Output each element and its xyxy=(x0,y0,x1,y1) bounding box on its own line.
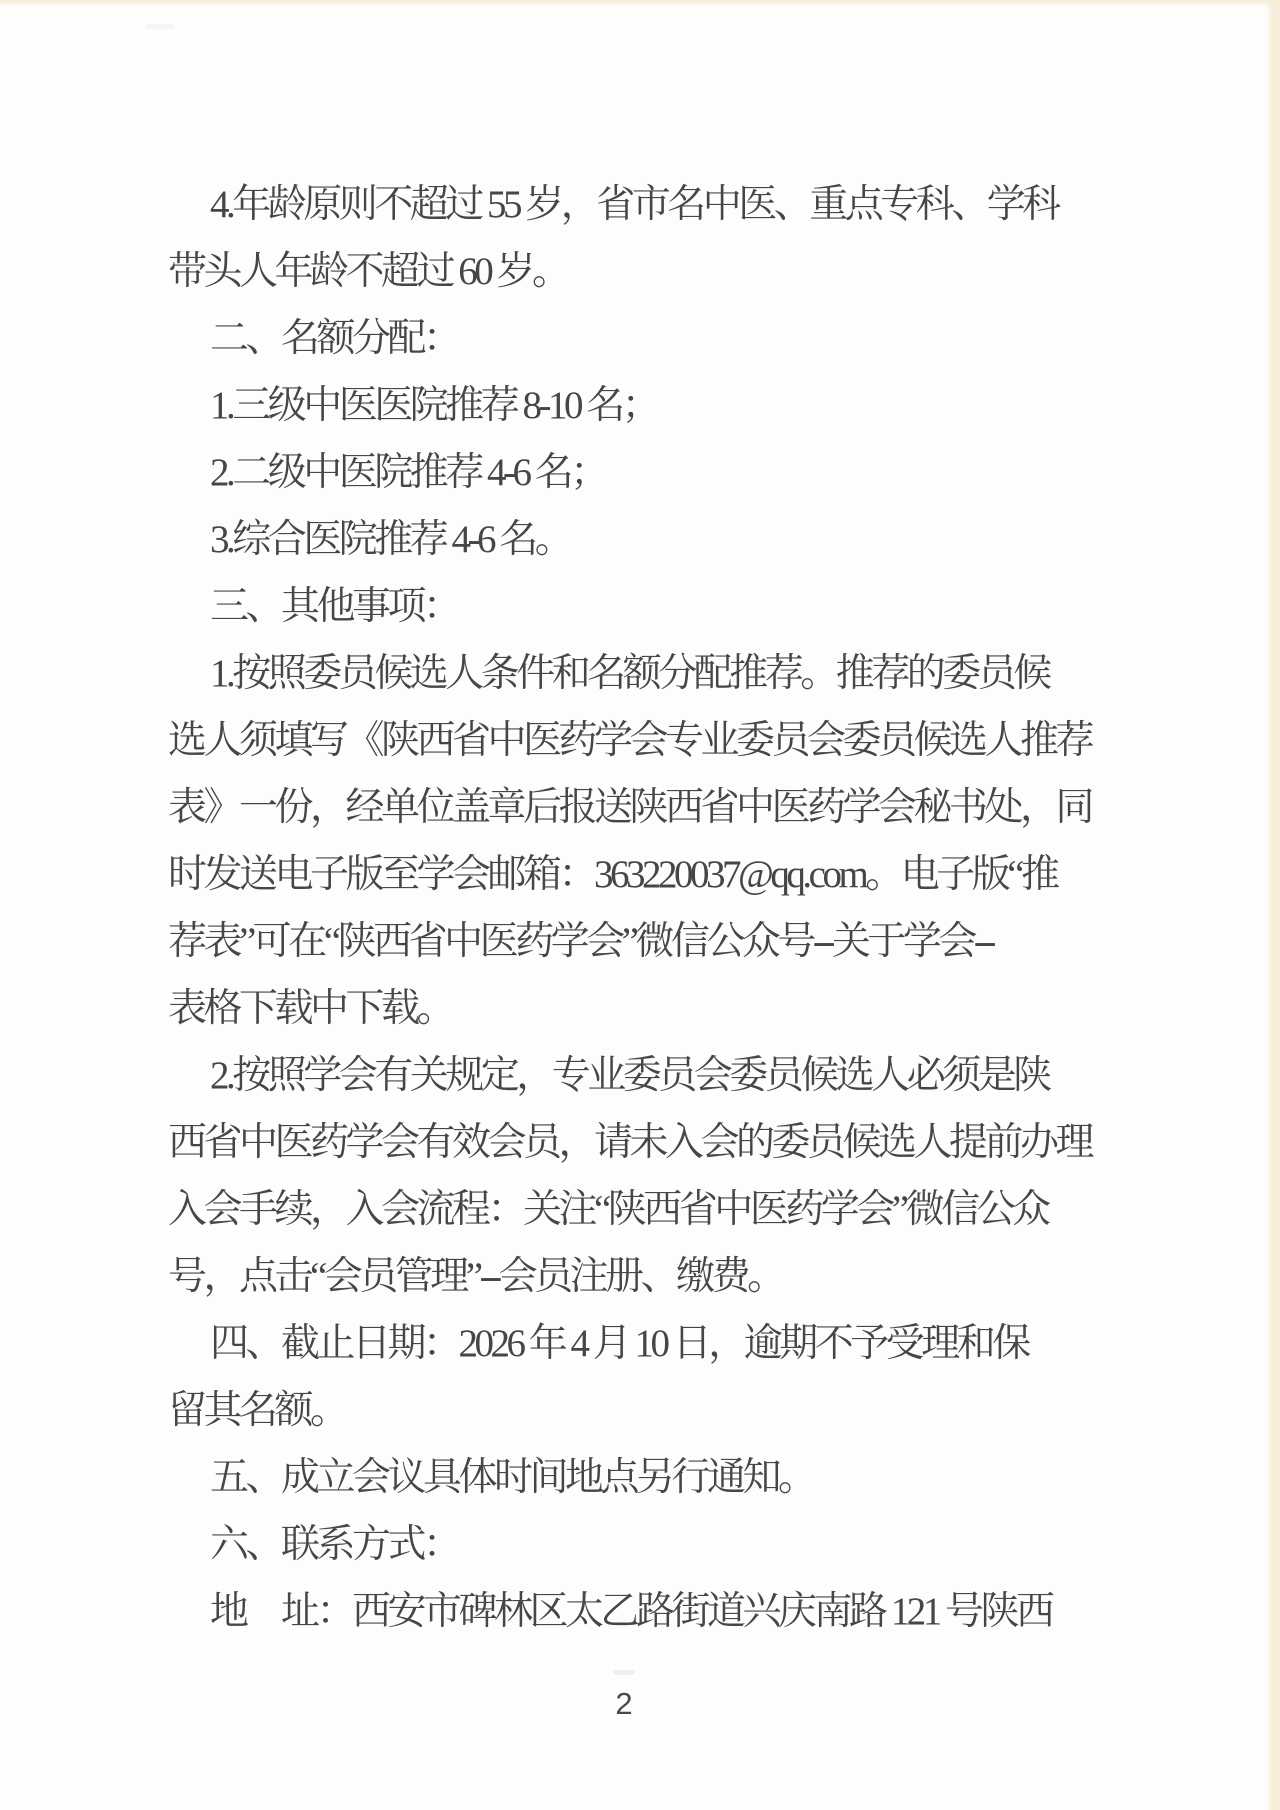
body-line: 入会手续，入会流程：关注“陕西省中医药学会”微信公众 xyxy=(168,1188,1048,1231)
body-line section-heading: 三、其他事项： xyxy=(210,585,459,628)
body-line section-heading: 二、名额分配： xyxy=(210,317,459,360)
body-line: 地 址：西安市碑林区太乙路街道兴庆南路 121 号陕西 xyxy=(210,1590,1052,1633)
scan-edge-right xyxy=(1266,0,1280,1810)
document-body xyxy=(168,171,1143,1645)
body-line: 表格下载中下载。 xyxy=(168,987,453,1030)
body-line section-heading: 四、截止日期：2026 年 4 月 10 日，逾期不予受理和保 xyxy=(210,1322,1028,1365)
body-line: 带头人年龄不超过 60 岁。 xyxy=(168,250,568,293)
body-line: 1.按照委员候选人条件和名额分配推荐。推荐的委员候 xyxy=(210,652,1049,695)
body-line: 3.综合医院推荐 4-6 名。 xyxy=(210,518,571,561)
body-line: 2.按照学会有关规定，专业委员会委员候选人必须是陕 xyxy=(210,1054,1049,1097)
body-line: 1.三级中医医院推荐 8-10 名； xyxy=(210,384,658,427)
body-line: 选人须填写《陕西省中医药学会专业委员会委员候选人推荐 xyxy=(168,719,1092,762)
body-line: 留其名额。 xyxy=(168,1389,346,1432)
page-number: 2 xyxy=(615,1686,633,1721)
body-line section-heading: 六、联系方式： xyxy=(210,1523,459,1566)
body-line: 时发送电子版至学会邮箱：363220037@qq.com。电子版“推 xyxy=(168,853,1057,896)
scan-artifact xyxy=(613,1670,635,1675)
body-line section-heading: 五、成立会议具体时间地点另行通知。 xyxy=(210,1456,814,1499)
body-line: 4.年龄原则不超过 55 岁，省市名中医、重点专科、学科 xyxy=(210,183,1058,226)
body-line: 号，点击“会员管理”--会员注册、缴费。 xyxy=(168,1255,783,1298)
body-line: 2.二级中医院推荐 4-6 名； xyxy=(210,451,606,494)
scan-edge-top xyxy=(0,0,1280,7)
scan-artifact xyxy=(146,24,174,29)
body-line: 荐表”可在“陕西省中医药学会”微信公众号--关于学会-- xyxy=(168,920,993,963)
body-line: 西省中医药学会有效会员，请未入会的委员候选人提前办理 xyxy=(168,1121,1092,1164)
body-line: 表》一份，经单位盖章后报送陕西省中医药学会秘书处，同 xyxy=(168,786,1092,829)
